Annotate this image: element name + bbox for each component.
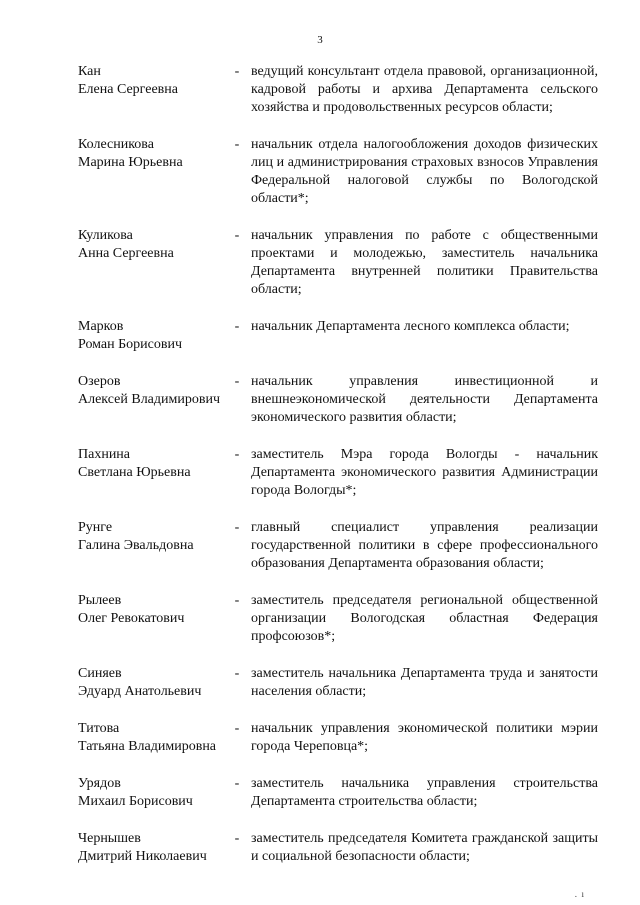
person-name [78, 830, 230, 866]
position-text: начальник отдела налогообложения доходов физических лиц и администрирования страховых взносов Управления Федеральной налоговой службы по Вологодской области*; [251, 137, 598, 206]
dash-separator: - [234, 228, 240, 243]
position-text: заместитель начальника управления строительства Департамента строительства области; [251, 776, 598, 809]
list-item [78, 136, 598, 208]
person-name [78, 63, 230, 99]
list-item [78, 775, 598, 811]
surname: Кан [78, 64, 101, 79]
surname: Синяев [78, 666, 122, 681]
scan-mark: . ı [574, 889, 584, 899]
given-names: Анна Сергеевна [78, 246, 174, 261]
surname: Озеров [78, 374, 121, 389]
dash-separator: - [234, 831, 240, 846]
list-item [78, 665, 598, 701]
person-name [78, 136, 230, 172]
surname: Куликова [78, 228, 133, 243]
position-text: главный специалист управления реализации государственной политики в сфере профессионального образования Департамента образования области; [251, 520, 598, 571]
dash-separator: - [234, 721, 240, 736]
list-item [78, 446, 598, 500]
given-names: Светлана Юрьевна [78, 465, 191, 480]
dash-separator: - [234, 776, 240, 791]
position-text: начальник управления инвестиционной и внешнеэкономической деятельности Департамента экономического развития области; [251, 374, 598, 425]
dash-separator: - [234, 593, 240, 608]
surname: Титова [78, 721, 120, 736]
surname: Рунге [78, 520, 113, 535]
given-names: Олег Ревокатович [78, 611, 185, 626]
person-name [78, 318, 230, 354]
list-item [78, 720, 598, 756]
surname: Пахнина [78, 447, 131, 462]
list-item [78, 592, 598, 646]
person-name [78, 592, 230, 628]
page-number: 3 [317, 34, 323, 46]
person-name [78, 665, 230, 701]
dash-separator: - [234, 319, 240, 334]
surname: Колесникова [78, 137, 154, 152]
person-name [78, 775, 230, 811]
given-names: Дмитрий Николаевич [78, 849, 207, 864]
person-name [78, 227, 230, 263]
list-item [78, 227, 598, 299]
given-names: Алексей Владимирович [78, 392, 221, 407]
position-text: начальник управления экономической политики мэрии города Череповца*; [251, 721, 598, 754]
position-text: начальник Департамента лесного комплекса области; [251, 319, 570, 334]
dash-separator: - [234, 447, 240, 462]
position-text: заместитель председателя Комитета гражданской защиты и социальной безопасности области; [251, 831, 598, 864]
position-text: начальник управления по работе с общественными проектами и молодежью, заместитель начальника Департамента внутренней политики Правительства области; [251, 228, 598, 297]
given-names: Марина Юрьевна [78, 155, 183, 170]
dash-separator: - [234, 520, 240, 535]
position-text: ведущий консультант отдела правовой, организационной, кадровой работы и архива Департамента сельского хозяйства и продовольственных ресурсов области; [251, 64, 598, 115]
list-item [78, 63, 598, 117]
given-names: Татьяна Владимировна [78, 739, 217, 754]
person-name [78, 446, 230, 482]
list-item [78, 519, 598, 573]
dash-separator: - [234, 374, 240, 389]
given-names: Эдуард Анатольевич [78, 684, 202, 699]
surname: Урядов [78, 776, 121, 791]
surname: Марков [78, 319, 124, 334]
list-item [78, 373, 598, 427]
dash-separator: - [234, 64, 240, 79]
position-text: заместитель Мэра города Вологды - начальник Департамента экономического развития Администрации города Вологды*; [251, 447, 598, 498]
given-names: Роман Борисович [78, 337, 183, 352]
surname: Чернышев [78, 831, 141, 846]
given-names: Галина Эвальдовна [78, 538, 194, 553]
person-name [78, 373, 230, 409]
list-item [78, 830, 598, 866]
given-names: Елена Сергеевна [78, 82, 178, 97]
person-name [78, 720, 230, 756]
person-name [78, 519, 230, 555]
given-names: Михаил Борисович [78, 794, 193, 809]
position-text: заместитель председателя региональной общественной организации Вологодская областная Федерация профсоюзов*; [251, 593, 598, 644]
dash-separator: - [234, 666, 240, 681]
surname: Рылеев [78, 593, 122, 608]
list-item [78, 318, 598, 354]
dash-separator: - [234, 137, 240, 152]
position-text: заместитель начальника Департамента труда и занятости населения области; [251, 666, 598, 699]
members-list [78, 63, 598, 885]
